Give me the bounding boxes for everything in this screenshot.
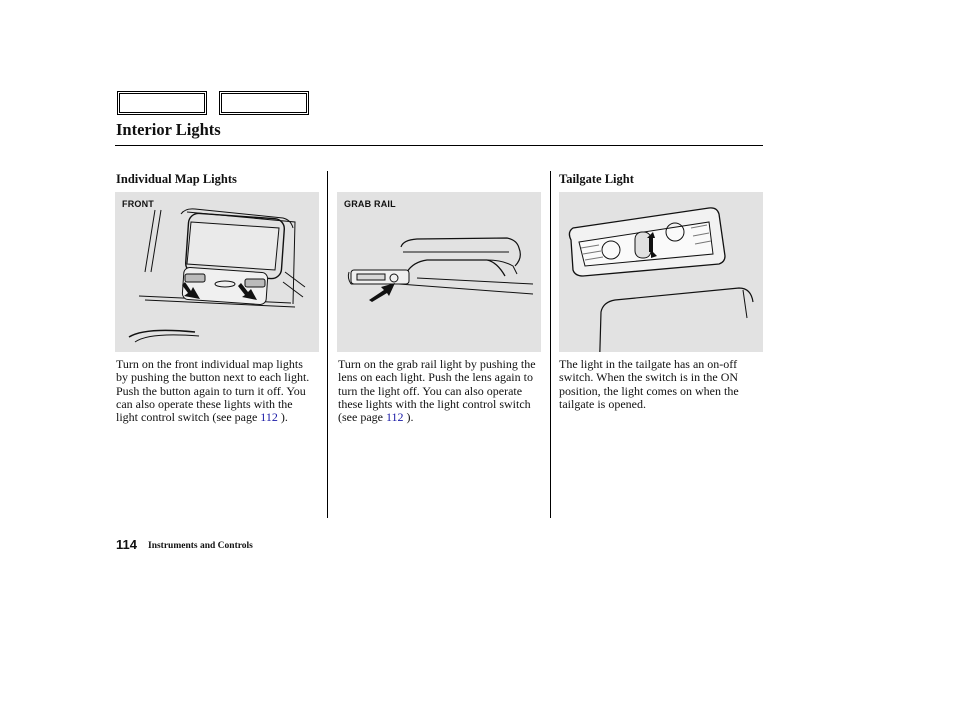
- column-divider: [550, 171, 551, 518]
- section-heading-tailgate-light: Tailgate Light: [559, 172, 634, 186]
- title-rule: [115, 145, 763, 146]
- section-heading-map-lights: Individual Map Lights: [116, 172, 237, 186]
- grab-rail-text-tail: ).: [403, 410, 414, 425]
- map-lights-text-tail: ).: [277, 410, 288, 425]
- column-divider: [327, 171, 328, 518]
- tailgate-light-illustration: [559, 192, 763, 352]
- page-112-link[interactable]: 112: [260, 410, 278, 425]
- tailgate-light-figure: [559, 192, 763, 352]
- page-number: 114: [116, 537, 137, 552]
- map-lights-figure: [115, 192, 319, 352]
- map-lights-text-body: Turn on the front individual map lights by pushing the button next to each light. Push the button again to turn it off. You can also operate these lights with the light control switch (see page: [116, 357, 310, 425]
- grab-rail-text: [338, 358, 538, 424]
- page-112-link[interactable]: 112: [385, 410, 404, 425]
- figure-label-grab-rail: GRAB RAIL: [344, 199, 396, 209]
- grab-rail-illustration: [337, 192, 541, 352]
- nav-prev-button[interactable]: [117, 91, 207, 115]
- grab-rail-figure: [337, 192, 541, 352]
- tailgate-light-text: The light in the tailgate has an on-off switch. When the switch is in the ON position, the light comes on when the tailgate is opened.: [559, 357, 739, 411]
- figure-label-front: FRONT: [122, 199, 154, 209]
- grab-rail-text-body: Turn on the grab rail light by pushing the lens on each light. Push the lens again to turn the light off. You can also operate these lights with the light control switch (see page: [338, 357, 536, 425]
- page-title: Interior Lights: [116, 120, 221, 139]
- section-name: Instruments and Controls: [148, 541, 253, 551]
- map-lights-illustration: [115, 192, 319, 352]
- map-lights-text: [116, 358, 316, 424]
- nav-next-button[interactable]: [219, 91, 309, 115]
